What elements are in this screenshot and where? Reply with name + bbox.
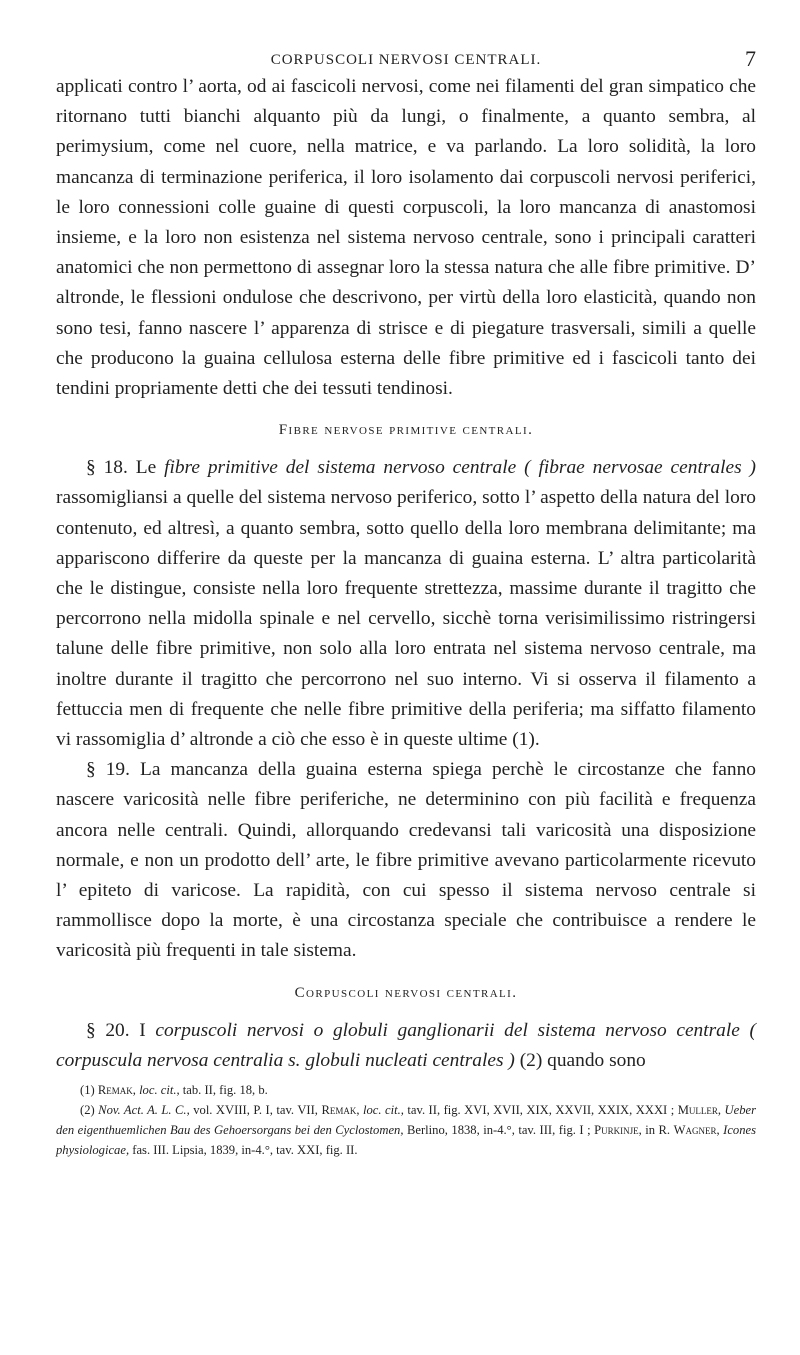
section-heading-central-corpuscles: Corpuscoli nervosi centrali. [294, 984, 518, 1001]
term-latin: ( corpuscula nervosa centralia s. globuli nucleati centrales ) [56, 1019, 756, 1071]
section-number-19: § 19. [86, 759, 130, 781]
section-heading-primitive-fibres: Fibre nervose primitive centrali. [278, 422, 534, 439]
page [56, 46, 756, 1160]
footnote-2: (2) Nov. Act. A. L. C., vol. XVIII, P. I, tav. VII, Remak, loc. cit., tav. II, fig. XVI, XVII, XIX, XXVII, XXIX, XXXI ; Muller, Ueber den eigenthuemlichen Bau des Gehoersorgans bei den Cyclostomen, Berlino, 1838, in-4.°, tav. III, fig. I ; Purkinje, in R. Wagner, Icones physiologicae, fas. III. Lipsia, 1839, in-4.°, tav. XXI, fig. II. [56, 1103, 757, 1158]
paragraph-18: § 18. Le fibre primitive del sistema nervoso centrale ( fibrae nervosae centrales ) rassomigliansi a quelle del sistema nervoso periferico, sotto l’ aspetto della natura del loro contenuto, ed altresì, a quanto sembra, sotto quello della loro membrana delimitante; ma appariscono differire da queste per la mancanza di guaina esterna. L’ altra particolarità che le distingue, consiste nella loro frequente strettezza, massime durante il tragitto che percorrono nella midolla spinale e nel cervello, sicchè torna verisimilissimo ristringersi talune delle fibre primitive, non solo alla loro entrata nel sistema nervoso centrale, ma inoltre durante il tragitto che percorrono nel suo interno. Vi si osserva il filamento a fettuccia men di frequente che nelle fibre primitive della periferia; ma siffatto filamento vi rassomiglia d’ altronde a ciò che esso è in queste ultime (1). [56, 457, 756, 751]
intro-paragraph: applicati contro l’ aorta, od ai fascicoli nervosi, come nei filamenti del gran simpatico che ritornano tutti bianchi alquanto più da lungi, o finalmente, a quanto sembra, al perimysium, come nel cuore, nella matrice, e va parlando. La loro solidità, la loro mancanza di terminazione periferica, il loro isolamento dai corpuscoli nervosi periferici, le loro connessioni colle guaine di questi corpuscoli, la loro mancanza di anastomosi insieme, e la loro non esistenza nel sistema nervoso centrale, sono i principali caratteri anatomici che non permettono di assegnar loro la stessa natura che alle fibre primitive. D’ altronde, le flessioni ondulose che descrivono, per virtù della loro elasticità, quando non sono tesi, fanno nascere l’ apparenza di strisce e di piegature trasversali, simili a quelle che producono la guaina cellulosa esterna delle fibre primitive ed i fascicoli tanto dei tendini propriamente detti che dei tessuti tendinosi. [56, 76, 756, 400]
page-number: 7 [745, 46, 756, 71]
paragraph-20: § 20. I corpuscoli nervosi o globuli ganglionarii del sistema nervoso centrale ( corpuscula nervosa centralia s. globuli nucleati centrales ) (2) quando sono [56, 1019, 756, 1071]
section-number-20: § 20. [86, 1019, 130, 1041]
footnotes [56, 1080, 756, 1160]
term-latin: ( fibrae nervosae centrales ) [524, 457, 756, 479]
running-header [56, 46, 756, 72]
paragraph-19: § 19. La mancanza della guaina esterna spiega perchè le circostanze che fanno nascere varicosità nelle fibre periferiche, ne determinino con più facilità e frequenza ancora nelle centrali. Quindi, allorquando credevansi tali varicosità una disposizione normale, e non un prodotto dell’ arte, le fibre primitive avevano particolarmente ricevuto l’ epiteto di varicose. La rapidità, con cui spesso il sistema nervoso centrale si rammollisce dopo la morte, è una circostanza speciale che contribuisce a rendere le varicosità più frequenti in tale sistema. [56, 759, 756, 962]
section-number-18: § 18. [86, 457, 128, 479]
term-italian: fibre primitive del sistema nervoso centrale [164, 457, 517, 479]
footnote-1: (1) Remak, loc. cit., tab. II, fig. 18, b. [80, 1083, 268, 1098]
term-italian: corpuscoli nervosi o globuli ganglionarii del sistema nervoso centrale [155, 1019, 740, 1041]
running-title: CORPUSCOLI NERVOSI CENTRALI. [270, 52, 542, 68]
